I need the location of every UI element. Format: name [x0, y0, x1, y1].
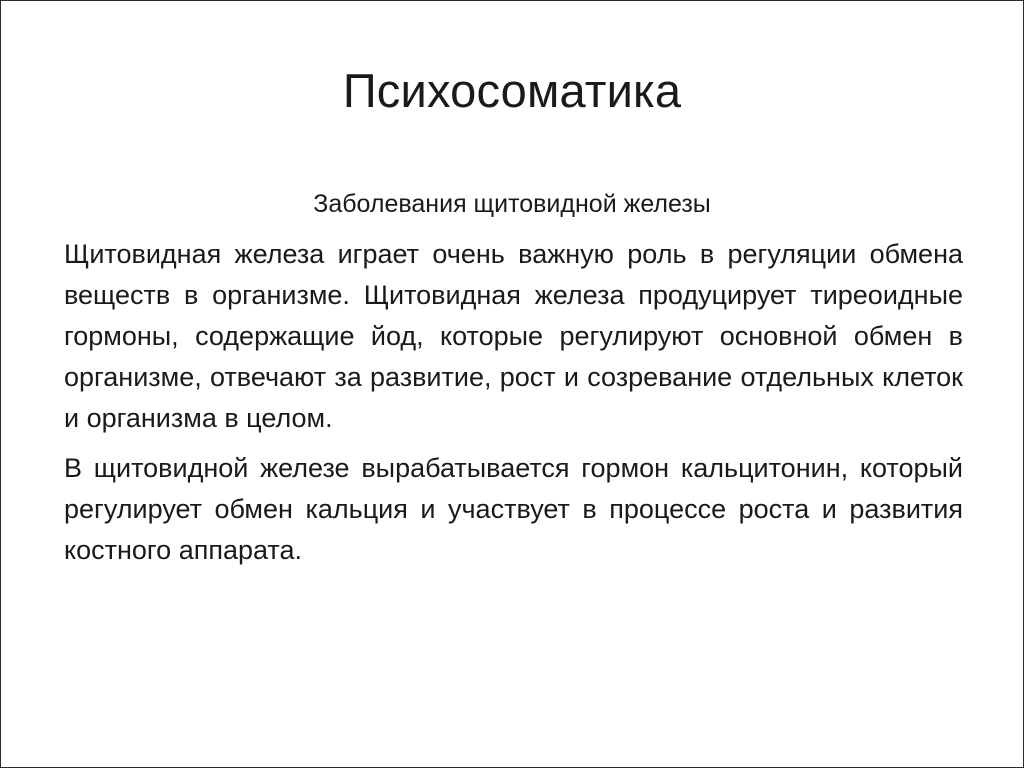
body-paragraph-1: Щитовидная железа играет очень важную роль в регуляции обмена веществ в организме. Щитовидная железа продуцирует тиреоидные гормоны, содержащие йод, которые регулируют основной обмен в организме, отвечают за развитие, рост и созревание отдельных клеток и организма в целом. — [64, 239, 963, 433]
slide-subtitle: Заболевания щитовидной железы — [313, 190, 711, 218]
body-paragraph-2: В щитовидной железе вырабатывается гормон кальцитонин, который регулирует обмен кальция и участвует в процессе роста и развития костного аппарата. — [64, 453, 963, 565]
slide-title: Психосоматика — [342, 64, 682, 117]
slide-body — [64, 234, 963, 580]
